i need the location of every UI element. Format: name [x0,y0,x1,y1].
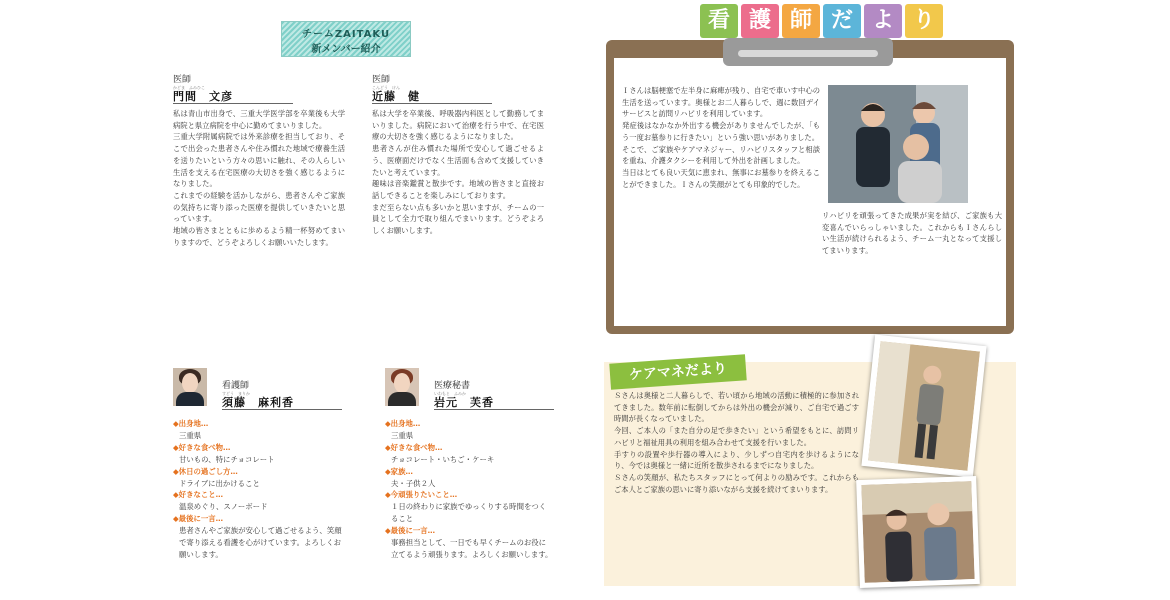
section-title: チームZAITAKU [301,29,391,40]
nursing-title-char: り [905,4,943,38]
nurse-question: ◆好きなこと… [173,490,224,500]
nurse-qa-list [173,418,345,561]
clipboard-clip-slot [738,50,878,57]
nurse-answer: 温泉めぐり、スノーボード [179,502,268,512]
care-text: Ｓさんは奥様と二人暮らしで、若い頃から地域の活動に積極的に参加されてきました。数年前に転倒してからは外出の機会が減り、ご自宅で過ごす時間が長くなっていました。 今回、ご本人の「また自分の足で歩きたい」という希望をもとに、訪問リハビリと福祉用具の利用を組み合わせて支援を行いました。 手すりの設置や歩行器の導入により、少しずつ自宅内を歩けるようになり、今では奥様と一緒に近所を散歩されるまでになりました。 Ｓさんの笑顔が、私たちスタッフにとって何よりの励みです。これからもご本人とご家族の思いに寄り添いながら支援を続けてまいります。 [614,391,859,494]
nurse-furigana: すどう まりか [222,391,250,396]
clerk-name: 岩元 芙香 [434,397,554,410]
nurse-question: ◆好きな食べ物… [173,442,231,452]
clerk-qa-list [385,418,553,561]
nurse-question: ◆出身地… [173,419,209,428]
nurse-question: ◆休日の過ごし方… [173,466,238,476]
section-title-banner [281,21,411,57]
clerk-answer: 三重県 [391,430,414,440]
nursing-title [700,4,943,38]
nurse-name: 須藤 麻利香 [222,397,342,410]
nursing-title-char: よ [864,4,902,38]
clerk-question: ◆今頑張りたいこと… [385,490,458,500]
clerk-answer: 事務担当として、一日でも早くチームのお役に立てるよう頑張ります。よろしくお願いします。 [391,538,553,559]
clerk-question: ◆最後に一言… [385,526,436,536]
nurse-answer: 三重県 [179,430,202,440]
doctor2-furigana: こんどう けん [372,85,400,90]
nursing-title-char: 看 [700,4,738,38]
nurse-photo [173,368,207,406]
clerk-header [434,378,554,410]
nurse-answer: 甘いもの、特にチョコレート [179,454,275,464]
care-photo-1 [861,335,986,478]
care-photo-2 [856,476,980,588]
doctor1-role: 医師 [173,75,192,85]
nursing-title-char: 師 [782,4,820,38]
clerk-role: 医療秘書 [434,381,471,391]
clerk-photo [385,368,419,406]
doctor2-body: 私は大学を卒業後、呼吸器内科医として勤務してまいりました。病院において治療を行う中で、在宅医療の大切さを強く感じるようになりました。 患者さんが住み慣れた場所で安心して過ごせるよう、医療面だけでなく生活面も含めて支援していきたいと考えています。 趣味は音楽鑑賞と散歩です。地域の皆さまと直接お話しできることを楽しみにしております。 まだ至らない点も多いかと思いますが、チームの一員として全力で取り組んでまいります。どうぞよろしくお願いします。 [372,109,544,236]
nursing-photo [828,85,968,203]
clerk-question: ◆出身地… [385,419,421,428]
nursing-text-right: リハビリを頑張ってきた成果が実を結び、ご家族も大変喜んでいらっしゃいました。これからもＩさんらしい生活が続けられるよう、チーム一丸となって支援してまいります。 [822,211,1002,256]
doctor1-furigana: かどま ふみひこ [173,85,205,90]
clerk-question: ◆好きな食べ物… [385,442,443,452]
nursing-text-left: Ｉさんは脳梗塞で左半身に麻痺が残り、自宅で車いす中心の生活を送っています。奥様とお二人暮らしで、週に数回デイサービスと訪問リハビリを利用しています。 発症後はなかなか外出する機会がありませんでしたが、「もう一度お墓参りに行きたい」という強い思いがありました。 そこで、ご家族やケアマネジャー、リハビリスタッフと相談を重ね、介護タクシーを利用して外出を計画しました。 当日はとても良い天気に恵まれ、無事にお墓参りを終えることができました。Ｉさんの笑顔がとても印象的でした。 [622,86,820,189]
clerk-question: ◆家族… [385,466,413,476]
nurse-role: 看護師 [222,381,250,391]
clerk-furigana: いわもと ふみか [434,391,466,396]
care-title: ケアマネだより [609,354,746,389]
nurse-answer: ドライブに出かけること [179,478,260,488]
section-subtitle: 新メンバー紹介 [311,44,381,55]
clerk-answer: チョコレート・いちご・ケーキ [391,454,495,464]
clerk-answer: １日の終わりに家族でゆっくりする時間をつくること [391,502,547,524]
doctor1-name: 門間 文彦 [173,91,293,104]
nurse-question: ◆最後に一言… [173,514,224,524]
doctor2-name: 近藤 健 [372,91,492,104]
nursing-title-char: 護 [741,4,779,38]
doctor2-role: 医師 [372,75,391,85]
clerk-answer: 夫・子供２人 [391,478,436,488]
nurse-header [222,378,342,410]
doctor1-profile [173,72,345,248]
nursing-title-char: だ [823,4,861,38]
doctor1-body: 私は青山市出身で、三重大学医学部を卒業後も大学病院と県立病院を中心に勤めてまいりました。 三重大学附属病院では外来診療を担当しており、そこで出会った患者さんや住み慣れた地域で療養生活を送りたいという方々の思いに触れ、その人らしい生活を支える在宅医療の大切さを強く感じるようになりました。 これまでの経験を活かしながら、患者さんやご家族の気持ちに寄り添った医療を提供していきたいと思っています。 地域の皆さまとともに歩めるよう精一杯努めてまいりますので、どうぞよろしくお願いいたします。 [173,109,345,247]
nurse-answer: 患者さんやご家族が安心して過ごせるよう、笑顔で寄り添える看護を心がけています。よろしくお願いします。 [179,526,342,559]
doctor2-profile [372,72,544,237]
